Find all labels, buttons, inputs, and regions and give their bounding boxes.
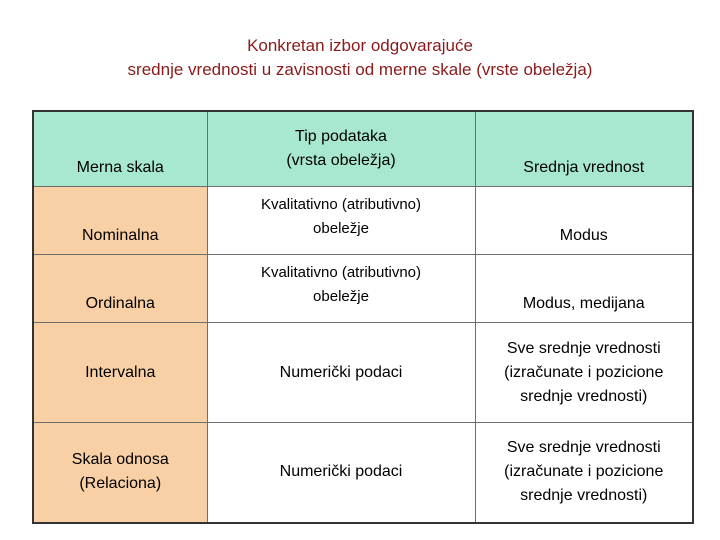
header-tip-podataka — [207, 111, 475, 187]
header-srednja-vrednost: Srednja vrednost — [475, 111, 693, 187]
header-tip-line-1: Tip podataka — [295, 128, 387, 145]
scale-cell: Ordinalna — [33, 255, 207, 323]
header-merna-skala: Merna skala — [33, 111, 207, 187]
table-row — [33, 255, 693, 323]
type-cell: Numerički podaci — [207, 423, 475, 523]
scale-cell: Skala odnosa (Relaciona) — [33, 423, 207, 523]
table-row — [33, 423, 693, 523]
type-cell: Kvalitativno (atributivno) obeležje — [207, 187, 475, 255]
page-title — [0, 34, 720, 82]
mean-cell: Modus, medijana — [475, 255, 693, 323]
scale-cell: Intervalna — [33, 323, 207, 423]
mean-cell: Sve srednje vrednosti (izračunate i pozicione srednje vrednosti) — [475, 323, 693, 423]
mean-cell: Modus — [475, 187, 693, 255]
table-row — [33, 187, 693, 255]
header-tip-line-2: (vrsta obeležja) — [286, 152, 396, 169]
table-row — [33, 323, 693, 423]
type-cell: Numerički podaci — [207, 323, 475, 423]
title-line-2: srednje vrednosti u zavisnosti od merne skale (vrste obeležja) — [127, 60, 593, 79]
scale-cell: Nominalna — [33, 187, 207, 255]
type-cell: Kvalitativno (atributivno) obeležje — [207, 255, 475, 323]
title-line-1: Konkretan izbor odgovarajuće — [247, 36, 473, 55]
table-header-row — [33, 111, 693, 187]
mean-cell: Sve srednje vrednosti (izračunate i pozicione srednje vrednosti) — [475, 423, 693, 523]
measurement-scale-table — [32, 110, 694, 524]
